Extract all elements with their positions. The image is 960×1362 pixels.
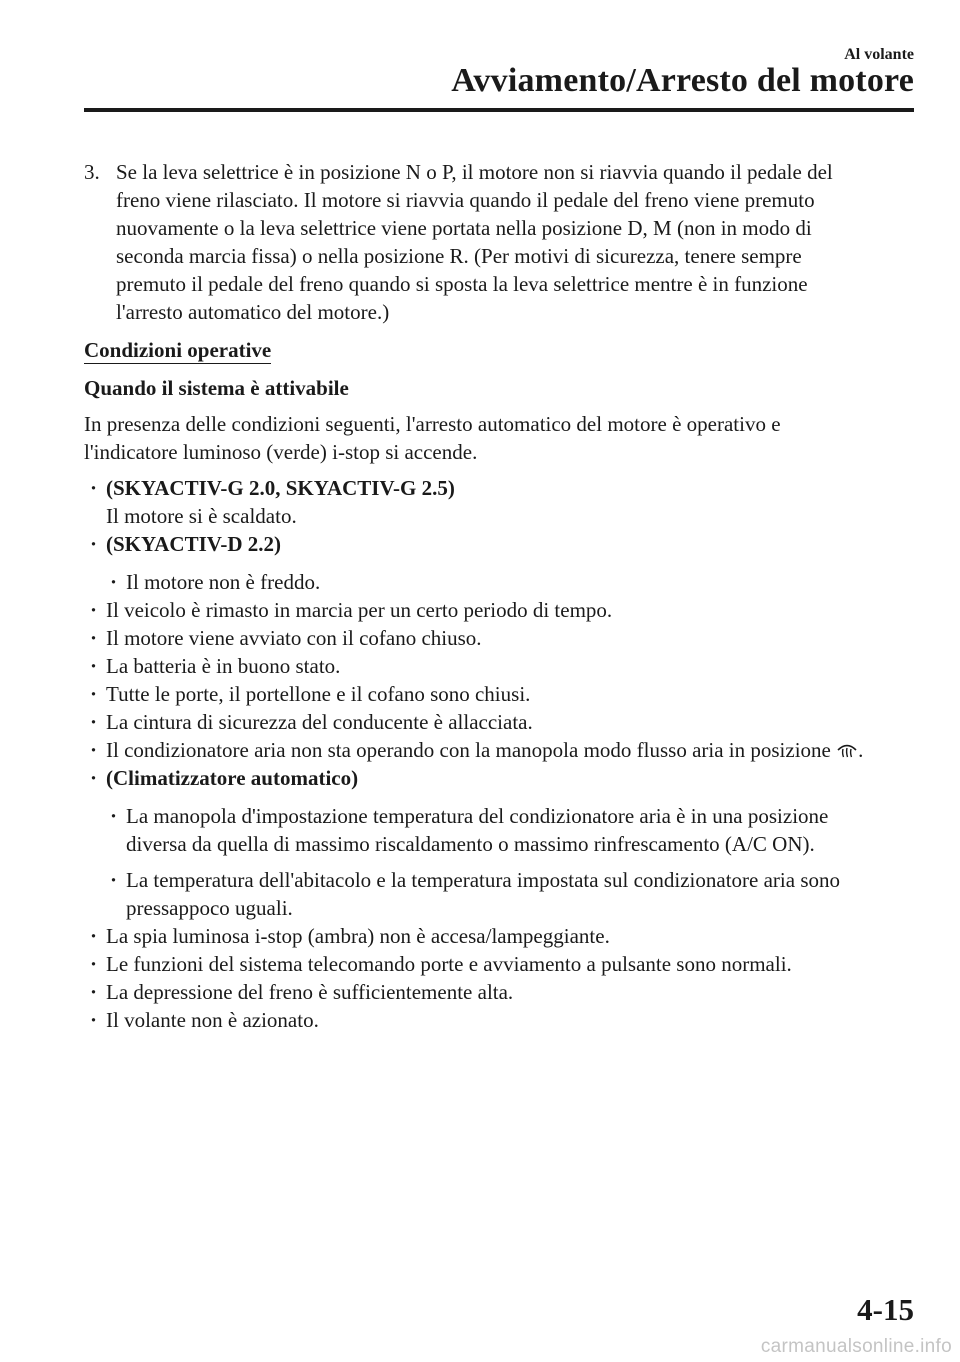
sub-heading: Quando il sistema è attivabile xyxy=(84,376,349,400)
bullet-icon: · xyxy=(90,952,98,976)
list-item xyxy=(84,922,914,950)
list-item xyxy=(104,802,914,858)
bullet-icon: · xyxy=(90,738,98,762)
step-3 xyxy=(84,158,914,326)
list-item-text: La batteria è in buono stato. xyxy=(106,654,341,678)
bullet-icon: · xyxy=(110,804,118,828)
bullet-icon: · xyxy=(90,1008,98,1032)
list-item-line: La manopola d'impostazione temperatura del condizionatore aria è in una posizione xyxy=(126,804,829,828)
list-item-text: Tutte le porte, il portellone e il cofano sono chiusi. xyxy=(106,682,531,706)
step-number: 3. xyxy=(84,160,100,184)
list-item-text: Il motore viene avviato con il cofano chiuso. xyxy=(106,626,482,650)
list-item xyxy=(84,624,914,652)
list-item-text: La depressione del freno è sufficientemente alta. xyxy=(106,980,514,1004)
page-content xyxy=(84,158,914,1034)
bullet-icon: · xyxy=(90,980,98,1004)
climate-control-label: (Climatizzatore automatico) xyxy=(106,766,359,790)
step-3-line: l'arresto automatico del motore.) xyxy=(116,300,390,324)
bullet-icon: · xyxy=(90,626,98,650)
bullet-icon: · xyxy=(110,868,118,892)
list-item xyxy=(84,708,914,736)
list-item-skyactiv-g xyxy=(84,474,914,502)
list-item xyxy=(84,1006,914,1034)
intro-line: In presenza delle condizioni seguenti, l'arresto automatico del motore è operativo e xyxy=(84,412,781,436)
bullet-icon: · xyxy=(90,924,98,948)
bullet-icon: · xyxy=(90,710,98,734)
list-item xyxy=(84,680,914,708)
list-item xyxy=(84,652,914,680)
step-3-line: nuovamente o la leva selettrice viene portata nella posizione D, M (non in modo di xyxy=(116,216,812,240)
bullet-icon: · xyxy=(90,532,98,556)
list-item-text: Il condizionatore aria non sta operando con la manopola modo flusso aria in posizione xyxy=(106,738,831,762)
step-3-line: Se la leva selettrice è in posizione N o P, il motore non si riavvia quando il pedale del xyxy=(116,160,833,184)
step-3-line: premuto il pedale del freno quando si sposta la leva selettrice mentre è in funzione xyxy=(116,272,808,296)
list-item xyxy=(104,568,914,596)
list-item xyxy=(84,950,914,978)
bullet-icon: · xyxy=(90,654,98,678)
engine-condition-text: Il motore si è scaldato. xyxy=(106,504,297,528)
list-item-skyactiv-d xyxy=(84,530,914,558)
step-3-line: seconda marcia fissa) o nella posizione R. (Per motivi di sicurezza, tenere sempre xyxy=(116,244,802,268)
list-item-text: Le funzioni del sistema telecomando porte e avviamento a pulsante sono normali. xyxy=(106,952,792,976)
bullet-icon: · xyxy=(90,766,98,790)
list-item-text: Il motore non è freddo. xyxy=(126,570,321,594)
list-item-line: La temperatura dell'abitacolo e la temperatura impostata sul condizionatore aria sono xyxy=(126,868,840,892)
defroster-mode-icon xyxy=(836,741,858,759)
engine-variant-label: (SKYACTIV-D 2.2) xyxy=(106,532,282,556)
list-item xyxy=(84,978,914,1006)
list-item-text: Il volante non è azionato. xyxy=(106,1008,319,1032)
list-item-line: diversa da quella di massimo riscaldamento o massimo rinfrescamento (A/C ON). xyxy=(126,832,815,856)
list-item-line: pressappoco uguali. xyxy=(126,896,293,920)
bullet-icon: · xyxy=(90,598,98,622)
intro-line: l'indicatore luminoso (verde) i-stop si accende. xyxy=(84,440,478,464)
engine-variant-label: (SKYACTIV-G 2.0, SKYACTIV-G 2.5) xyxy=(106,476,455,500)
section-heading: Condizioni operative xyxy=(84,338,272,362)
header-divider xyxy=(84,108,914,112)
list-item-climate-auto xyxy=(84,764,914,792)
intro-paragraph xyxy=(84,410,914,466)
bullet-icon: · xyxy=(90,682,98,706)
sentence-end: . xyxy=(858,738,864,762)
header-section-label: Al volante xyxy=(844,46,914,63)
watermark: carmanualsonline.info xyxy=(760,1336,952,1357)
list-item xyxy=(84,596,914,624)
list-item xyxy=(104,866,914,922)
page-title: Avviamento/Arresto del motore xyxy=(451,62,914,99)
list-item-aircon xyxy=(84,736,914,764)
step-3-line: freno viene rilasciato. Il motore si riavvia quando il pedale del freno viene premuto xyxy=(116,188,815,212)
bullet-icon: · xyxy=(110,570,118,594)
bullet-icon: · xyxy=(90,476,98,500)
list-item-text: La cintura di sicurezza del conducente è allacciata. xyxy=(106,710,533,734)
page-number: 4-15 xyxy=(857,1292,914,1327)
list-item-text: La spia luminosa i-stop (ambra) non è accesa/lampeggiante. xyxy=(106,924,610,948)
list-item-text: Il veicolo è rimasto in marcia per un certo periodo di tempo. xyxy=(106,598,613,622)
